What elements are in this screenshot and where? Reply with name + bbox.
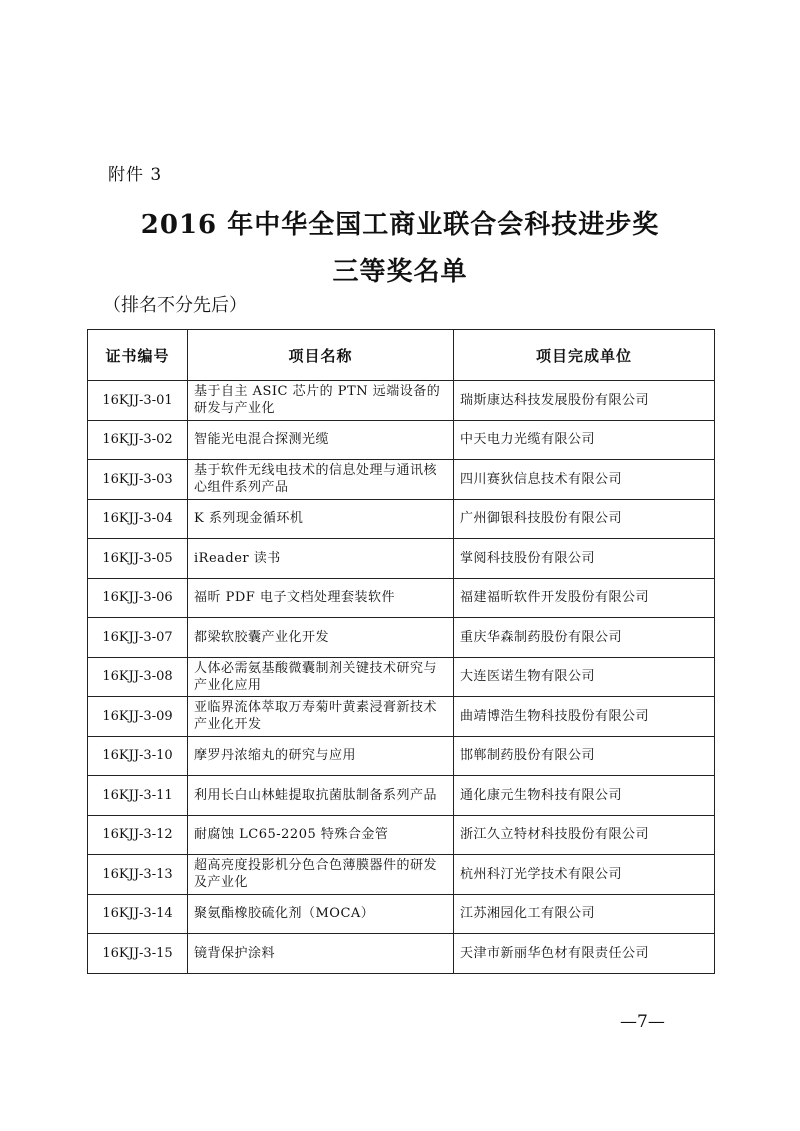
table-row — [88, 420, 715, 460]
project-name: 都梁软胶囊产业化开发 — [188, 618, 454, 658]
project-name: 镜背保护涂料 — [188, 934, 454, 974]
table-row — [88, 815, 715, 855]
cert-number: 16KJJ-3-06 — [88, 578, 188, 618]
project-name: 耐腐蚀 LC65-2205 特殊合金管 — [188, 815, 454, 855]
project-name: 摩罗丹浓缩丸的研究与应用 — [188, 736, 454, 776]
cert-number: 16KJJ-3-14 — [88, 894, 188, 934]
document-title: 2016 年中华全国工商业联合会科技进步奖 — [140, 210, 660, 240]
project-name: iReader 读书 — [188, 539, 454, 579]
completing-unit: 掌阅科技股份有限公司 — [454, 539, 715, 579]
cert-number: 16KJJ-3-13 — [88, 855, 188, 895]
cert-number: 16KJJ-3-01 — [88, 381, 188, 421]
completing-unit: 通化康元生物科技有限公司 — [454, 776, 715, 816]
project-name: 智能光电混合探测光缆 — [188, 420, 454, 460]
project-name: K 系列现金循环机 — [188, 499, 454, 539]
header-project-name: 项目名称 — [188, 330, 454, 381]
table-row — [88, 934, 715, 974]
completing-unit: 广州御银科技股份有限公司 — [454, 499, 715, 539]
completing-unit: 曲靖博浩生物科技股份有限公司 — [454, 697, 715, 737]
table-row — [88, 855, 715, 895]
header-cert-number: 证书编号 — [88, 330, 188, 381]
table-header — [88, 330, 715, 381]
completing-unit: 浙江久立特材科技股份有限公司 — [454, 815, 715, 855]
document-subtitle: 三等奖名单 — [332, 257, 468, 287]
project-name: 福昕 PDF 电子文档处理套装软件 — [188, 578, 454, 618]
project-name: 聚氨酯橡胶硫化剂（MOCA） — [188, 894, 454, 934]
project-name: 亚临界流体萃取万寿菊叶黄素浸膏新技术产业化开发 — [188, 697, 454, 737]
completing-unit: 大连医诺生物有限公司 — [454, 657, 715, 697]
completing-unit: 四川赛狄信息技术有限公司 — [454, 460, 715, 500]
header-row — [88, 330, 715, 381]
table-row — [88, 539, 715, 579]
cert-number: 16KJJ-3-03 — [88, 460, 188, 500]
table-row — [88, 618, 715, 658]
table-row — [88, 894, 715, 934]
cert-number: 16KJJ-3-11 — [88, 776, 188, 816]
table-row — [88, 499, 715, 539]
table-row — [88, 381, 715, 421]
attachment-label: 附件 3 — [108, 165, 163, 185]
project-name: 超高亮度投影机分色合色薄膜器件的研发及产业化 — [188, 855, 454, 895]
cert-number: 16KJJ-3-10 — [88, 736, 188, 776]
project-name: 基于软件无线电技术的信息处理与通讯核心组件系列产品 — [188, 460, 454, 500]
cert-number: 16KJJ-3-12 — [88, 815, 188, 855]
table-row — [88, 697, 715, 737]
table-row — [88, 736, 715, 776]
completing-unit: 重庆华森制药股份有限公司 — [454, 618, 715, 658]
table-row — [88, 657, 715, 697]
completing-unit: 天津市新丽华色材有限责任公司 — [454, 934, 715, 974]
project-name: 基于自主 ASIC 芯片的 PTN 远端设备的研发与产业化 — [188, 381, 454, 421]
cert-number: 16KJJ-3-02 — [88, 420, 188, 460]
cert-number: 16KJJ-3-07 — [88, 618, 188, 658]
page-number: —7— — [620, 1012, 665, 1032]
completing-unit: 福建福昕软件开发股份有限公司 — [454, 578, 715, 618]
header-completing-unit: 项目完成单位 — [454, 330, 715, 381]
cert-number: 16KJJ-3-09 — [88, 697, 188, 737]
table-body — [88, 381, 715, 974]
completing-unit: 邯郸制药股份有限公司 — [454, 736, 715, 776]
project-name: 利用长白山林蛙提取抗菌肽制备系列产品 — [188, 776, 454, 816]
completing-unit: 中天电力光缆有限公司 — [454, 420, 715, 460]
award-table — [87, 329, 715, 974]
table-row — [88, 578, 715, 618]
table-row — [88, 776, 715, 816]
table-row — [88, 460, 715, 500]
completing-unit: 杭州科汀光学技术有限公司 — [454, 855, 715, 895]
cert-number: 16KJJ-3-04 — [88, 499, 188, 539]
completing-unit: 瑞斯康达科技发展股份有限公司 — [454, 381, 715, 421]
ranking-note: （排名不分先后） — [103, 295, 247, 316]
cert-number: 16KJJ-3-08 — [88, 657, 188, 697]
cert-number: 16KJJ-3-05 — [88, 539, 188, 579]
project-name: 人体必需氨基酸微囊制剂关键技术研究与产业化应用 — [188, 657, 454, 697]
cert-number: 16KJJ-3-15 — [88, 934, 188, 974]
completing-unit: 江苏湘园化工有限公司 — [454, 894, 715, 934]
